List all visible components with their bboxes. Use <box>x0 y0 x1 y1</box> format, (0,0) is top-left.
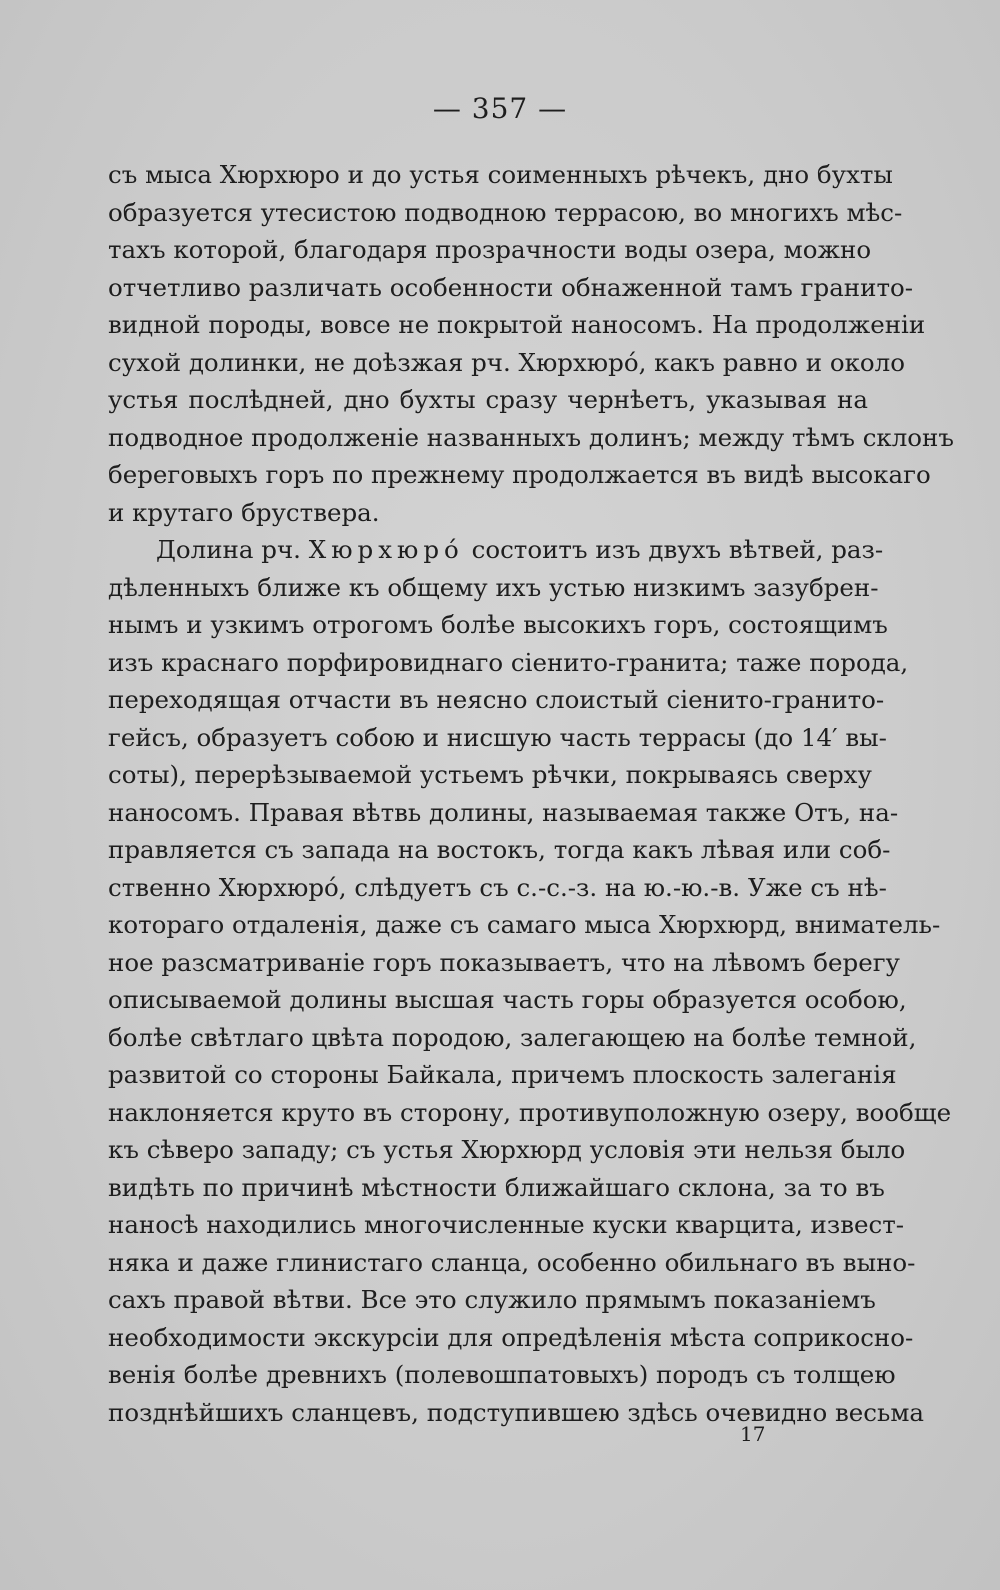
printer-signature-mark: 17 <box>740 1422 766 1446</box>
text-line: описываемой долины высшая часть горы образуется особою, <box>108 985 907 1014</box>
body-text <box>108 156 954 1431</box>
text-line: ственно Хюрхюро́, слѣдуетъ съ с.-с.-з. на ю.-ю.-в. Уже съ нѣ- <box>108 872 887 902</box>
text-line: изъ краснаго порфировиднаго сіенито-гранита; таже порода, <box>108 647 909 677</box>
text-line: видѣть по причинѣ мѣстности ближайшаго склона, за то въ <box>108 1172 885 1202</box>
text-line: наносомъ. Правая вѣтвь долины, называемая также Отъ, на- <box>108 797 899 827</box>
page-number-header: — 357 — <box>432 92 568 125</box>
text-fragment: состоитъ изъ двухъ вѣтвей, раз- <box>471 535 884 564</box>
spaced-valley-name: Хюрхюро́ <box>308 535 464 564</box>
text-line: и крутаго бруствера. <box>108 497 380 527</box>
text-line: гейсъ, образуетъ собою и нисшую часть террасы (до 14′ вы- <box>108 722 887 752</box>
text-line: дѣленныхъ ближе къ общему ихъ устью низкимъ зазубрен- <box>108 572 879 602</box>
text-line: нымъ и узкимъ отрогомъ болѣе высокихъ горъ, состоящимъ <box>108 610 888 639</box>
text-line <box>108 531 884 569</box>
text-line: отчетливо различать особенности обнаженной тамъ гранито- <box>108 272 914 302</box>
text-line: котораго отдаленія, даже съ самаго мыса Хюрхюрд, вниматель- <box>108 910 941 939</box>
text-line: ное разсматриваніе горъ показываетъ, что на лѣвомъ берегу <box>108 947 900 977</box>
text-line: къ сѣверо западу; съ устья Хюрхюрд условія эти нельзя было <box>108 1135 906 1164</box>
text-line: береговыхъ горъ по прежнему продолжается въ видѣ высокаго <box>108 460 931 489</box>
paragraph-1 <box>108 156 954 531</box>
text-line: няка и даже глинистаго сланца, особенно обильнаго въ выно- <box>108 1247 916 1277</box>
text-line: съ мыса Хюрхюро и до устья соименныхъ рѣчекъ, дно бухты <box>108 160 893 189</box>
paragraph-2 <box>108 531 952 1431</box>
text-line: сухой долинки, не доѣзжая рч. Хюрхюро́, какъ равно и около <box>108 347 905 377</box>
text-line: сахъ правой вѣтви. Все это служило прямымъ показаніемъ <box>108 1285 876 1314</box>
text-line: устья послѣдней, дно бухты сразу чернѣетъ, указывая на <box>108 385 868 414</box>
text-line: наклоняется круто въ сторону, противуположную озеру, вообще <box>108 1097 952 1127</box>
text-line: правляется съ запада на востокъ, тогда какъ лѣвая или соб- <box>108 835 891 864</box>
text-line: подводное продолженіе названныхъ долинъ; между тѣмъ склонъ <box>108 422 954 452</box>
text-line: болѣе свѣтлаго цвѣта породою, залегающею на болѣе темной, <box>108 1022 917 1052</box>
text-line: переходящая отчасти въ неясно слоистый сіенито-гранито- <box>108 685 885 714</box>
text-line: образуется утесистою подводною террасою, во многихъ мѣс- <box>108 197 903 227</box>
text-fragment: Долина рч. <box>156 535 301 564</box>
text-line: необходимости экскурсіи для опредѣленія мѣста соприкосно- <box>108 1322 914 1352</box>
text-line: позднѣйшихъ сланцевъ, подступившею здѣсь очевидно весьма <box>108 1397 925 1427</box>
text-line: наносѣ находились многочисленные куски кварцита, извест- <box>108 1210 905 1239</box>
text-line: видной породы, вовсе не покрытой наносомъ. На продолженіи <box>108 310 926 339</box>
text-line: развитой со стороны Байкала, причемъ плоскость залеганія <box>108 1060 897 1089</box>
text-line: венія болѣе древнихъ (полевошпатовыхъ) породъ съ толщею <box>108 1360 896 1389</box>
text-line: соты), перерѣзываемой устьемъ рѣчки, покрываясь сверху <box>108 760 872 789</box>
text-line: тахъ которой, благодаря прозрачности воды озера, можно <box>108 235 872 264</box>
